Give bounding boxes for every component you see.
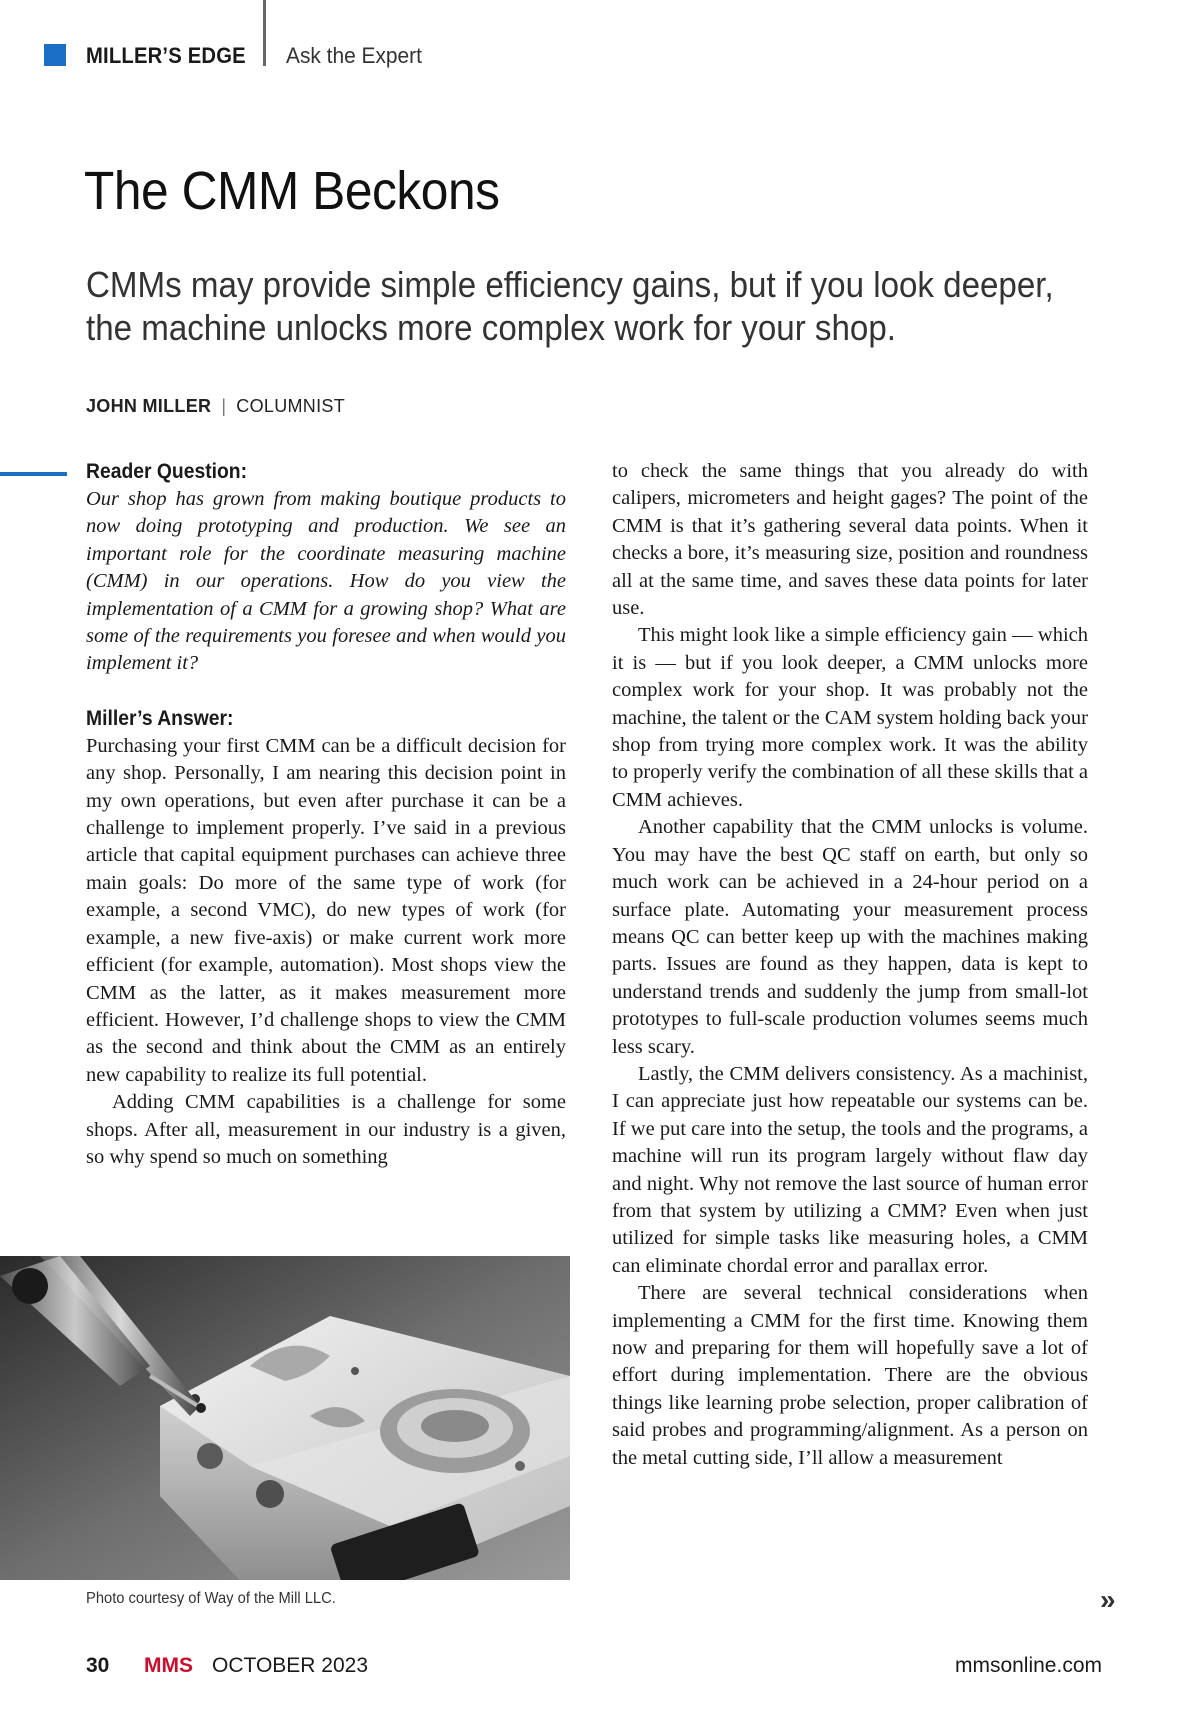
article-title: The CMM Beckons: [84, 161, 500, 221]
accent-rule: [0, 472, 67, 476]
answer-heading: Miller’s Answer:: [86, 706, 234, 730]
column-left: [86, 458, 566, 1171]
continue-arrow-icon: »: [1100, 1584, 1116, 1615]
section-marker-icon: [44, 44, 66, 66]
byline-separator: |: [221, 396, 227, 416]
photo-credit: Photo courtesy of Way of the Mill LLC.: [86, 1590, 336, 1607]
cmm-probe-photo: [0, 1256, 570, 1580]
answer-paragraph-1: Purchasing your first CMM can be a difficult decision for any shop. Personally, I am nearing this decision point in my own operations, but even after purchase it can be a challenge to implement properly. I’ve said in a previous article that capital equipment purchases can achieve three main goals: Do more of the same type of work (for example, a second VMC), do new types of work (for example, a new five-axis) or make current work more efficient (for example, automation). Most shops view the CMM as the latter, as it makes measurement more efficient. However, I’d challenge shops to view the CMM as the second and think about the CMM as an entirely new capability to realize its full potential.: [86, 734, 566, 1086]
author-name: JOHN MILLER: [86, 396, 212, 416]
answer-paragraph-2: Adding CMM capabilities is a challenge for some shops. After all, measurement in our industry is a given, so why spend so much on something: [86, 1091, 566, 1168]
answer-paragraph-5: Lastly, the CMM delivers consistency. As a machinist, I can appreciate just how repeatable our systems can be. If we put care into the setup, the tools and the programs, a machine will run its program largely without flaw day and night. Why not remove the last source of human error from that system by utilizing a CMM? Even when just utilized for simple tasks like measuring holes, a CMM can eliminate chordal error and parallax error.: [612, 1062, 1088, 1277]
answer-paragraph-4: Another capability that the CMM unlocks is volume. You may have the best QC staff on earth, but only so much work can be achieved in a 24-hour period on a surface plate. Automating your measurement process means QC can better keep up with the machines making parts. Issues are found as they happen, data is kept to understand trends and suddenly the jump from small-lot prototypes to full-scale production volumes seems much less scary.: [612, 816, 1088, 1058]
page-header: [0, 0, 1200, 90]
article-subtitle: CMMs may provide simple efficiency gains, but if you look deeper, the machine unlocks more complex work for your shop.: [86, 264, 1054, 348]
question-heading: Reader Question:: [86, 460, 248, 483]
issue-date: OCTOBER 2023: [212, 1654, 369, 1677]
byline: [86, 396, 345, 417]
author-role: COLUMNIST: [236, 396, 346, 416]
section-title: MILLER’S EDGE: [86, 43, 246, 68]
column-right: [612, 458, 1088, 1472]
magazine-logo: MMS: [144, 1654, 193, 1677]
page-number: 30: [86, 1654, 110, 1677]
answer-paragraph-3: This might look like a simple efficiency gain — which it is — but if you look deeper, a CMM unlocks more complex work for your shop. It was probably not the machine, the talent or the CAM system holding back your shop from trying more complex work. It was the ability to properly verify the combination of all these skills that a CMM achieves.: [612, 624, 1088, 811]
reader-question: Our shop has grown from making boutique products to now doing prototyping and production. We see an important role for the coordinate measuring machine (CMM) in our operations. How do you view the implementation of a CMM for a growing shop? What are some of the requirements you foresee and when would you implement it?: [86, 488, 566, 675]
page-footer: [0, 1654, 1200, 1694]
answer-paragraph-2-continued: to check the same things that you already do with calipers, micrometers and height gages? The point of the CMM is that it’s gathering several data points. When it checks a bore, it’s measuring size, position and roundness all at the same time, and saves these data points for later use.: [612, 460, 1088, 620]
spacer: [86, 678, 566, 705]
subsection-title: Ask the Expert: [286, 43, 422, 68]
header-divider: [263, 0, 266, 66]
answer-paragraph-6: There are several technical considerations when implementing a CMM for the first time. Knowing them now and preparing for them will hopefully save a lot of effort during implementation. There are the obvious things like learning probe selection, proper calibration of said probes and programming/alignment. As a person on the metal cutting side, I’ll allow a measurement: [612, 1282, 1088, 1469]
website-link[interactable]: mmsonline.com: [954, 1654, 1102, 1677]
